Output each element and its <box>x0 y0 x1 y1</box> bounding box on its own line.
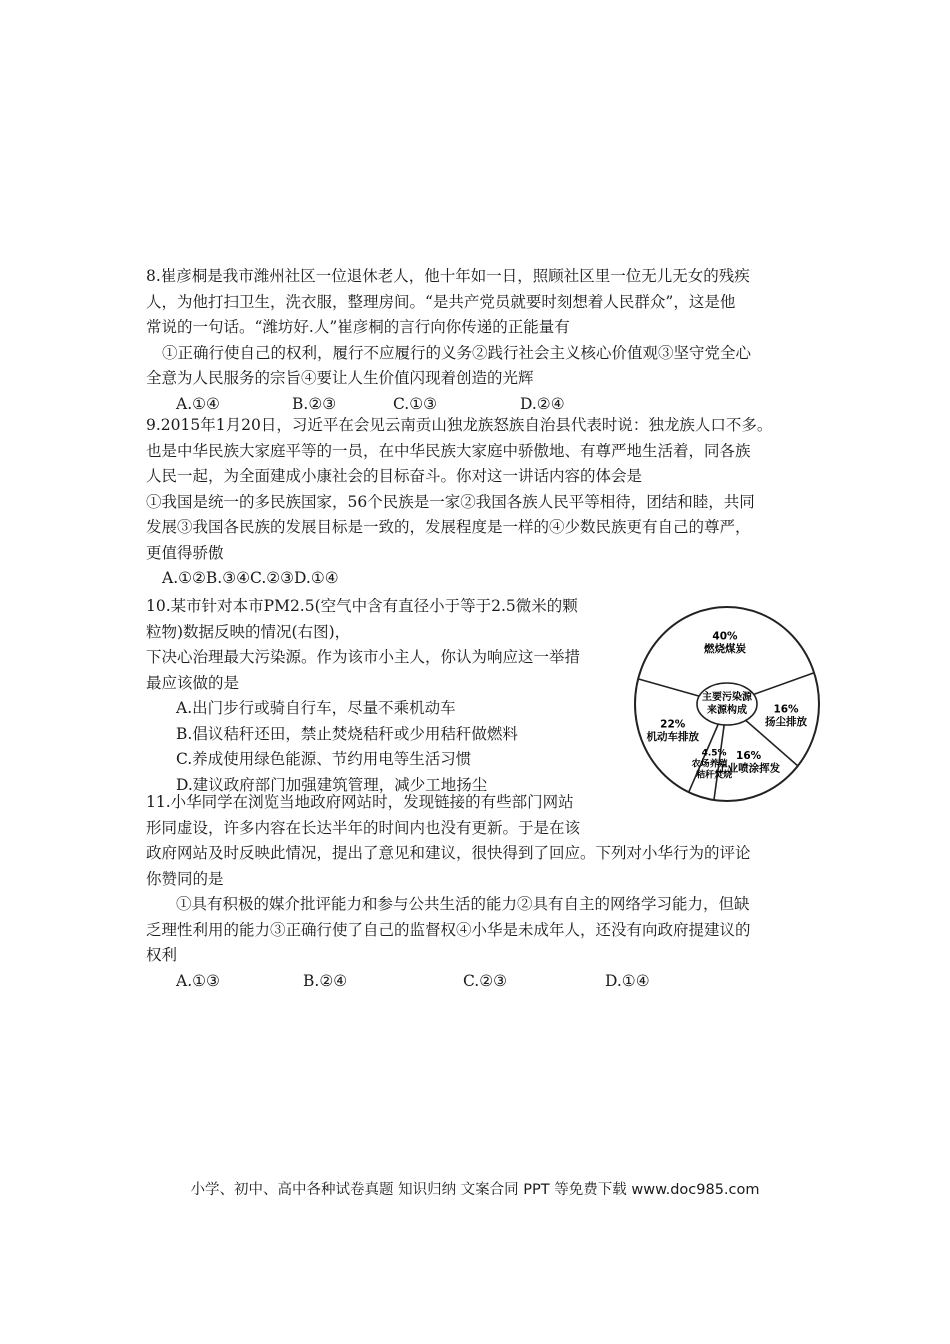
q11-statement: 乏理性利用的能力③正确行使了自己的监督权④小华是未成年人，还没有向政府提建议的 <box>146 920 751 939</box>
pie-center <box>697 683 757 725</box>
q9-line: 发展③我国各民族的发展目标是一致的，发展程度是一样的④少数民族更有自己的尊严， <box>146 518 751 536</box>
q8-statement: 全意为人民服务的宗旨④要让人生价值闪现着创造的光辉 <box>146 369 534 387</box>
q8-option-d[interactable]: D.②④ <box>520 394 565 413</box>
page-footer: 小学、初中、高中各种试卷真题 知识归纳 文案合同 PPT 等免费下载 www.doc985.com <box>190 1182 760 1198</box>
pie-center-label-1: 主要污染源 <box>702 692 752 703</box>
pie-center-label-2: 来源构成 <box>707 705 747 716</box>
q10-line: 下决心治理最大污染源。作为该市小主人，你认为响应这一举措 <box>146 648 581 666</box>
q11-statement: ①具有积极的媒介批评能力和参与公共生活的能力②具有自主的网络学习能力，但缺 <box>176 895 750 913</box>
pie-category-label: 扬尘排放 <box>765 715 808 728</box>
pie-category-label: 秸秆焚烧 <box>696 770 733 781</box>
q10-option-d[interactable]: D.建议政府部门加强建筑管理，减少工地扬尘 <box>176 775 488 794</box>
q11-options <box>146 969 816 995</box>
q8-line: 人，为他打扫卫生，洗衣服，整理房间。“是共产党员就要时刻想着人民群众”，这是他 <box>146 292 736 311</box>
q8-statement: ①正确行使自己的权利，履行不应履行的义务②践行社会主义核心价值观③坚守党全心 <box>162 343 752 362</box>
q11-option-c[interactable]: C.②③ <box>463 971 508 990</box>
q9-line: 9.2015年1月20日，习近平在会见云南贡山独龙族怒族自治县代表时说：独龙族人口不多。 <box>146 416 773 434</box>
q11-option-a[interactable]: A.①③ <box>176 971 220 990</box>
pie-value-label: 40% <box>712 630 738 643</box>
pie-value-label: 16% <box>736 750 762 763</box>
q9-line: 人民一起，为全面建成小康社会的目标奋斗。你对这一讲话内容的体会是 <box>146 467 643 485</box>
pie-value-label: 22% <box>660 718 686 731</box>
q11-line: 你赞同的是 <box>146 869 224 888</box>
pie-value-label: 16% <box>773 703 799 716</box>
question-8 <box>146 264 816 417</box>
q8-line: 常说的一句话。“潍坊好.人”崔彦桐的言行向你传递的正能量有 <box>146 318 570 336</box>
q10-option-c[interactable]: C.养成使用绿色能源、节约用电等生活习惯 <box>176 750 472 768</box>
q9-line: 更值得骄傲 <box>146 543 224 562</box>
q11-line: 政府网站及时反映此情况，提出了意见和建议，很快得到了回应。下列对小华行为的评论 <box>146 844 751 862</box>
pie-category-label: 工业喷涂挥发 <box>717 762 781 775</box>
pollution-source-pie-chart <box>632 604 822 804</box>
q10-line: 最应该做的是 <box>146 673 240 692</box>
q9-line: 也是中华民族大家庭平等的一员，在中华民族大家庭中骄傲地、有尊严地生活着，同各族 <box>146 441 751 460</box>
q11-statement: 权利 <box>146 946 178 964</box>
question-9 <box>146 413 816 592</box>
q8-option-a[interactable]: A.①④ <box>176 394 220 413</box>
question-11 <box>146 790 816 994</box>
q8-option-c[interactable]: C.①③ <box>393 394 438 413</box>
q10-line: 粒物)数据反映的情况(右图)， <box>146 622 351 641</box>
q10-option-a[interactable]: A.出门步行或骑自行车，尽量不乘机动车 <box>176 699 456 717</box>
q11-line: 11.小华同学在浏览当地政府网站时，发现链接的有些部门网站 <box>146 793 574 811</box>
pie-value-label: 4.5% <box>701 748 727 759</box>
q8-option-b[interactable]: B.②③ <box>292 394 337 413</box>
question-10 <box>146 594 626 798</box>
pie-category-label: 机动车排放 <box>646 731 699 744</box>
q10-option-b[interactable]: B.倡议秸秆还田，禁止焚烧秸秆或少用秸秆做燃料 <box>176 724 518 743</box>
q11-option-b[interactable]: B.②④ <box>303 971 348 990</box>
pie-category-label: 燃烧煤炭 <box>704 642 747 655</box>
pie-category-label: 农场养殖， <box>691 759 737 770</box>
q11-line: 形同虚设，许多内容在长达半年的时间内也没有更新。于是在该 <box>146 818 581 837</box>
q10-line: 10.某市针对本市PM2.5(空气中含有直径小于等于2.5微米的颗 <box>146 597 578 615</box>
q8-line: 8.崔彦桐是我市潍州社区一位退休老人，他十年如一日，照顾社区里一位无儿无女的残疾 <box>146 267 750 285</box>
q9-options[interactable]: A.①②B.③④C.②③D.①④ <box>162 569 339 587</box>
q11-option-d[interactable]: D.①④ <box>605 971 650 990</box>
q9-line: ①我国是统一的多民族国家，56个民族是一家②我国各族人民平等相待，团结和睦，共同 <box>146 492 755 511</box>
